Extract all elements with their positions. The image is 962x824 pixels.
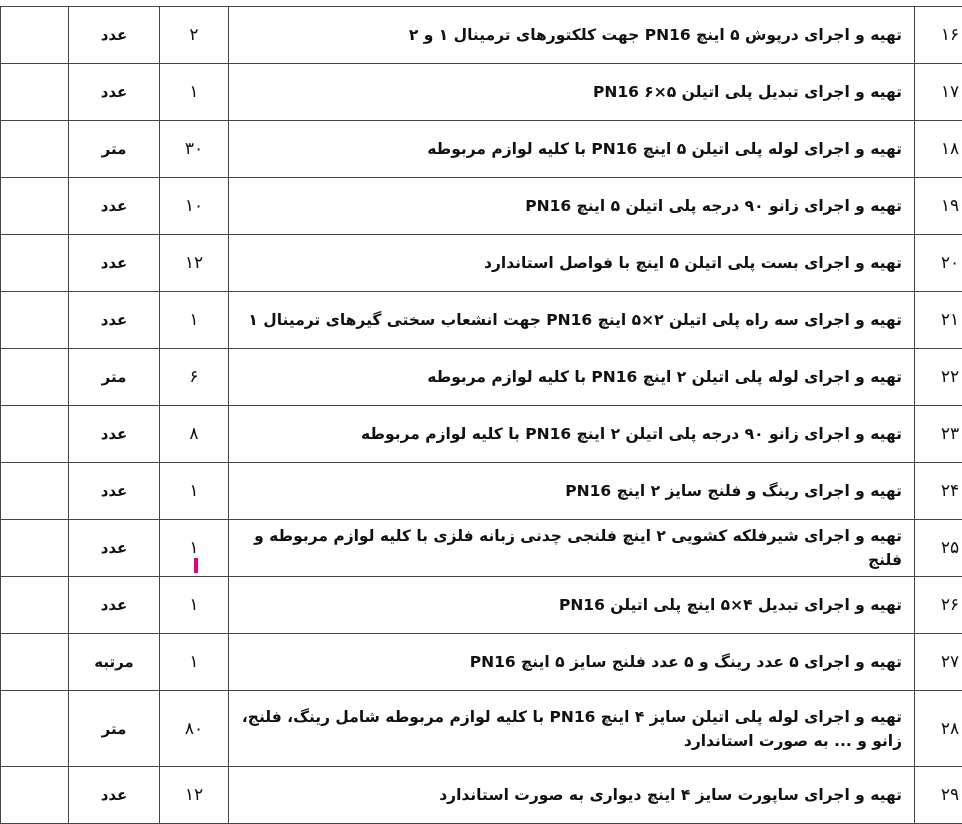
table-row bbox=[1, 520, 962, 577]
unit-cell: متر bbox=[69, 121, 160, 178]
description-cell: تهیه و اجرای درپوش ۵ اینچ PN16 جهت کلکتورهای ترمینال ۱ و ۲ bbox=[229, 7, 915, 64]
unit-cell: عدد bbox=[69, 463, 160, 520]
quantity-cell: ۲ bbox=[160, 7, 229, 64]
quantity-value: ۱ bbox=[189, 538, 198, 558]
blank-cell bbox=[1, 634, 69, 691]
blank-cell bbox=[1, 349, 69, 406]
unit-cell: عدد bbox=[69, 7, 160, 64]
blank-cell bbox=[1, 463, 69, 520]
unit-cell: عدد bbox=[69, 235, 160, 292]
row-number-cell: ۲۶ bbox=[915, 577, 962, 634]
blank-cell bbox=[1, 767, 69, 824]
quantity-cell: ۱ bbox=[160, 577, 229, 634]
blank-cell bbox=[1, 520, 69, 577]
row-number-cell: ۱۹ bbox=[915, 178, 962, 235]
table-row bbox=[1, 178, 962, 235]
blank-cell bbox=[1, 577, 69, 634]
description-cell: تهیه و اجرای زانو ۹۰ درجه پلی اتیلن ۵ اینچ PN16 bbox=[229, 178, 915, 235]
description-cell: تهیه و اجرای تبدیل ۴×۵ اینچ پلی اتیلن PN16 bbox=[229, 577, 915, 634]
quantity-cell: ۱۰ bbox=[160, 178, 229, 235]
table-row bbox=[1, 691, 962, 767]
row-number-cell: ۱۶ bbox=[915, 7, 962, 64]
row-number-cell: ۱۷ bbox=[915, 64, 962, 121]
blank-cell bbox=[1, 691, 69, 767]
table-row bbox=[1, 577, 962, 634]
description-cell: تهیه و اجرای شیرفلکه کشویی ۲ اینچ فلنجی چدنی زبانه فلزی با کلیه لوازم مربوطه و فلنج bbox=[229, 520, 915, 577]
row-number-cell: ۲۴ bbox=[915, 463, 962, 520]
unit-cell: مرتبه bbox=[69, 634, 160, 691]
blank-cell bbox=[1, 121, 69, 178]
quantity-cell: ۱ bbox=[160, 634, 229, 691]
table-row bbox=[1, 767, 962, 824]
unit-cell: عدد bbox=[69, 767, 160, 824]
text-cursor-mark bbox=[194, 558, 198, 573]
unit-cell: عدد bbox=[69, 64, 160, 121]
quantity-cell: ۳۰ bbox=[160, 121, 229, 178]
row-number-cell: ۲۲ bbox=[915, 349, 962, 406]
table-row bbox=[1, 292, 962, 349]
unit-cell: عدد bbox=[69, 178, 160, 235]
blank-cell bbox=[1, 7, 69, 64]
description-cell: تهیه و اجرای زانو ۹۰ درجه پلی اتیلن ۲ اینچ PN16 با کلیه لوازم مربوطه bbox=[229, 406, 915, 463]
description-cell: تهیه و اجرای ساپورت سایز ۴ اینچ دیواری به صورت استاندارد bbox=[229, 767, 915, 824]
table-row bbox=[1, 235, 962, 292]
blank-cell bbox=[1, 235, 69, 292]
table-row bbox=[1, 463, 962, 520]
table-row bbox=[1, 7, 962, 64]
description-cell: تهیه و اجرای لوله پلی اتیلن ۵ اینچ PN16 با کلیه لوازم مربوطه bbox=[229, 121, 915, 178]
table-row bbox=[1, 406, 962, 463]
unit-cell: متر bbox=[69, 691, 160, 767]
blank-cell bbox=[1, 292, 69, 349]
row-number-cell: ۲۹ bbox=[915, 767, 962, 824]
unit-cell: عدد bbox=[69, 577, 160, 634]
quantity-cell: ۱۲ bbox=[160, 235, 229, 292]
items-table bbox=[0, 6, 962, 824]
description-cell: تهیه و اجرای رینگ و فلنج سایز ۲ اینچ PN16 bbox=[229, 463, 915, 520]
row-number-cell: ۲۱ bbox=[915, 292, 962, 349]
unit-cell: عدد bbox=[69, 406, 160, 463]
unit-cell: عدد bbox=[69, 520, 160, 577]
blank-cell bbox=[1, 64, 69, 121]
quantity-cell: ۱ bbox=[160, 292, 229, 349]
blank-cell bbox=[1, 178, 69, 235]
description-cell: تهیه و اجرای بست پلی اتیلن ۵ اینچ با فواصل استاندارد bbox=[229, 235, 915, 292]
description-cell: تهیه و اجرای لوله پلی اتیلن سایز ۴ اینچ PN16 با کلیه لوازم مربوطه شامل رینگ، فلنج، زانو و ... به صورت استاندارد bbox=[229, 691, 915, 767]
blank-cell bbox=[1, 406, 69, 463]
quantity-cell: ۸ bbox=[160, 406, 229, 463]
row-number-cell: ۱۸ bbox=[915, 121, 962, 178]
table-row bbox=[1, 64, 962, 121]
description-cell: تهیه و اجرای سه راه پلی اتیلن ۲×۵ اینچ PN16 جهت انشعاب سختی گیرهای ترمینال ۱ bbox=[229, 292, 915, 349]
description-cell: تهیه و اجرای لوله پلی اتیلن ۲ اینچ PN16 با کلیه لوازم مربوطه bbox=[229, 349, 915, 406]
table-row bbox=[1, 634, 962, 691]
unit-cell: عدد bbox=[69, 292, 160, 349]
description-cell: تهیه و اجرای ۵ عدد رینگ و ۵ عدد فلنج سایز ۵ اینچ PN16 bbox=[229, 634, 915, 691]
row-number-cell: ۲۳ bbox=[915, 406, 962, 463]
unit-cell: متر bbox=[69, 349, 160, 406]
table-row bbox=[1, 349, 962, 406]
table-row bbox=[1, 121, 962, 178]
quantity-cell: ۶ bbox=[160, 349, 229, 406]
quantity-cell: ۸۰ bbox=[160, 691, 229, 767]
description-cell: تهیه و اجرای تبدیل پلی اتیلن ۵×۶ PN16 bbox=[229, 64, 915, 121]
row-number-cell: ۲۵ bbox=[915, 520, 962, 577]
row-number-cell: ۲۸ bbox=[915, 691, 962, 767]
quantity-cell: ۱ bbox=[160, 463, 229, 520]
row-number-cell: ۲۷ bbox=[915, 634, 962, 691]
quantity-cell: ۱ bbox=[160, 64, 229, 121]
quantity-cell: ۱۲ bbox=[160, 767, 229, 824]
quantity-cell bbox=[160, 520, 229, 577]
row-number-cell: ۲۰ bbox=[915, 235, 962, 292]
